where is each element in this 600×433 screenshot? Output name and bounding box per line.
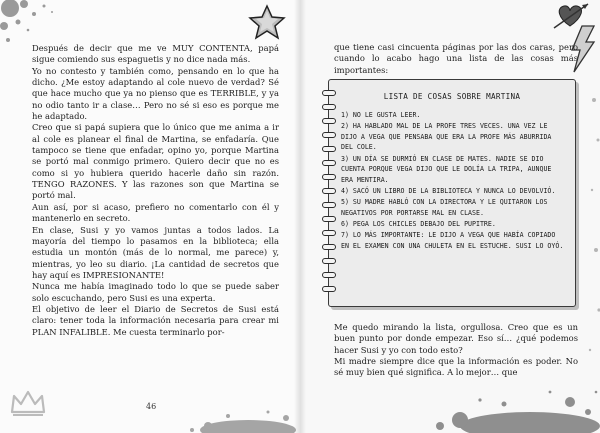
page-number: 46 [146,402,157,411]
list-item: 5) SU MADRE HABLÓ CON LA DIRECTORA Y LE QUITARON LOS NEGATIVOS POR PORTARSE MAL EN CLASE. [341,198,548,217]
notebook-items [341,110,567,252]
list-item: 3) UN DÍA SE DURMIÓ EN CLASE DE MATES. NADIE SE DIO CUENTA PORQUE VEGA DIJO QUE LE DOLÍA LA TRIPA, AUNQUE ERA MENTIRA. [341,154,552,184]
list-item: 6) PEGA LOS CHICLES DEBAJO DEL PUPITRE. [341,219,496,228]
list-item: 1) NO LE GUSTA LEER. [341,111,421,119]
book-gutter [294,0,306,433]
list-item: 4) SACÓ UN LIBRO DE LA BIBLIOTECA Y NUNCA LO DEVOLVIÓ. [341,186,556,195]
notebook-title: LISTA DE COSAS SOBRE MARTINA [383,92,521,101]
crown-icon [8,388,48,418]
notebook-list [328,79,576,307]
left-page-body: Después de decir que me ve MUY CONTENTA, papá sigue comiendo sus espaguetis y no dice nada más. Yo no contesto y también como, pensando en lo que ha dicho. ¿Me estoy adaptando al cole nuevo de verdad? Sé que hace mucho que ya no pienso que es TERRIBLE, y ya no odio tanto ir a clase… Pero no sé si eso es porque me he adaptado. Creo que si papá supiera que lo único que me anima a ir al cole es planear el final de Martina, se enfadaría. Que tampoco se tiene que enfadar, opino yo, porque Martina se portó mal conmigo primero. Quiero decir que no es como si yo hubiera querido hacerle daño sin razón. TENGO RAZONES. Y las razones son que Martina se portó mal. Aun así, por si acaso, prefiero no comentarlo con él y mantenerlo en secreto. En clase, Susi y yo vamos juntas a todos lados. La mayoría del tiempo lo pasamos en la biblioteca; ella estudia un montón (más de lo normal, me parece) y, mientras, yo leo su diario. ¡La cantidad de secretos que hay aquí es IMPRESIONANTE! Nunca me había imaginado todo lo que se puede saber solo escuchando, pero Susi es una experta. El objetivo de leer el Diario de Secretos de Susi está claro: tener toda la información necesaria para crear mi PLAN INFALIBLE. Me cuesta terminarlo por- [32,43,279,337]
list-item: 2) HA HABLADO MAL DE LA PROFE TRES VECES. UNA VEZ LE DIJO A VEGA QUE PENSABA QUE ERA LA PROFE MÁS ABURRIDA DEL COLE. [341,122,552,152]
splatter-icon [178,400,298,433]
notebook-rings [322,90,336,300]
list-item: 7) LO MÁS IMPORTANTE: LE DIJO A VEGA QUE HABÍA COPIADO EN EL EXAMEN CON UNA CHULETA EN EL ESTUCHE. SUSI LO OYÓ. [341,231,564,250]
splatter-icon [420,380,600,433]
right-page-intro: que tiene casi cincuenta páginas por las dos caras, pero cuando lo acabo hago una lista de las cosas más importantes: [334,42,578,75]
star-icon [248,4,286,40]
edge-splatter-icon [576,80,600,380]
right-page-closing: Me quedo mirando la lista, orgullosa. Creo que es un buen punto por donde empezar. Eso sí… ¿qué podemos hacer Susi y yo con todo esto? Mi madre siempre dice que la información es poder. No sé muy bien qué significa. A lo mejor… que [334,322,578,378]
